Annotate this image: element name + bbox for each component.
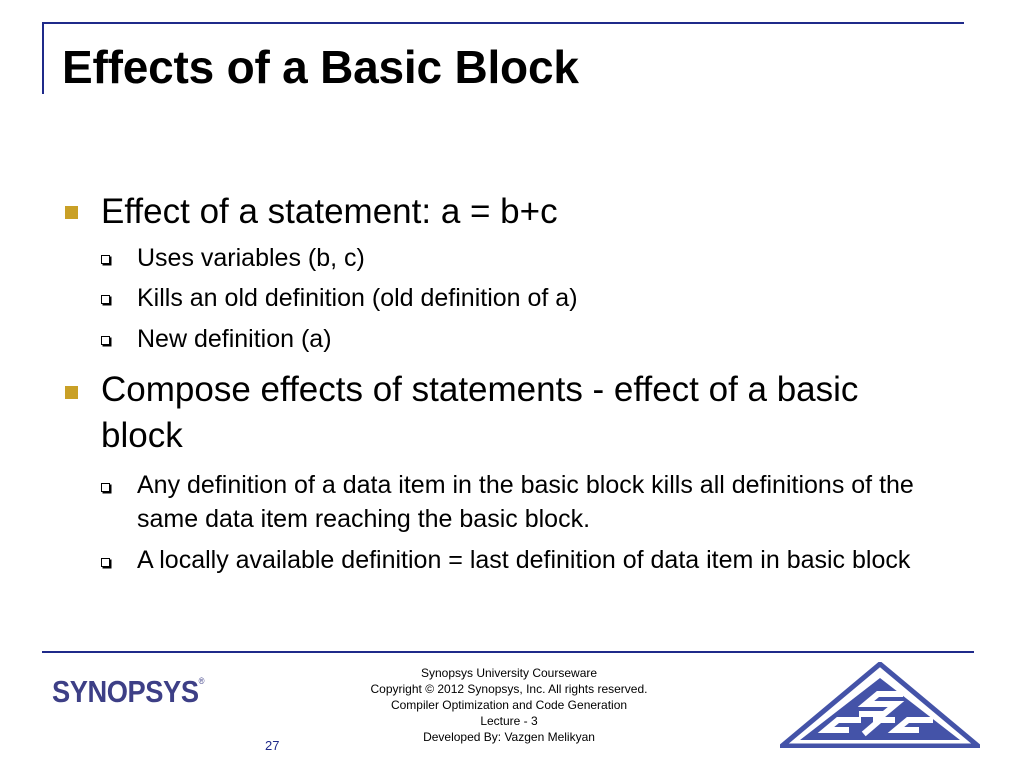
copyright-line: Lecture - 3 [480,714,538,728]
sub-bullet-text: Kills an old definition (old definition of a) [137,284,578,312]
title-frame-top-line [42,22,964,24]
square-bullet-icon [65,206,78,219]
hollow-square-bullet-icon [101,295,110,304]
hollow-square-bullet-icon [101,483,110,492]
page-number: 27 [265,738,280,753]
sub-bullet-text: New definition (a) [137,325,332,353]
logo-text: SYNOPSYS [52,674,199,709]
synopsys-logo [52,674,204,710]
bullet-text: Compose effects of statements - effect of a basic block [101,370,859,455]
footer-rule [42,651,974,653]
registered-mark: ® [198,676,204,686]
copyright-line: Compiler Optimization and Code Generation [390,698,628,712]
sub-bullet-text: Uses variables (b, c) [137,244,365,272]
slide-title: Effects of a Basic Block [62,41,579,93]
copyright-line: Developed By: Vazgen Melikyan [423,730,595,744]
title-frame-left-line [42,22,44,94]
bullet-text: Effect of a statement: a = b+c [101,192,558,231]
university-triangle-emblem-icon [780,662,980,748]
hollow-square-bullet-icon [101,255,110,264]
copyright-block [339,665,679,745]
copyright-line: Copyright © 2012 Synopsys, Inc. All rights reserved. [370,682,648,696]
hollow-square-bullet-icon [101,336,110,345]
hollow-square-bullet-icon [101,558,110,567]
copyright-line: Synopsys University Courseware [420,666,598,680]
square-bullet-icon [65,386,78,399]
sub-bullet-text: A locally available definition = last definition of data item in basic block [137,546,911,574]
sub-bullet-text: Any definition of a data item in the basic block kills all definitions of the same data item reaching the basic block. [137,471,914,533]
